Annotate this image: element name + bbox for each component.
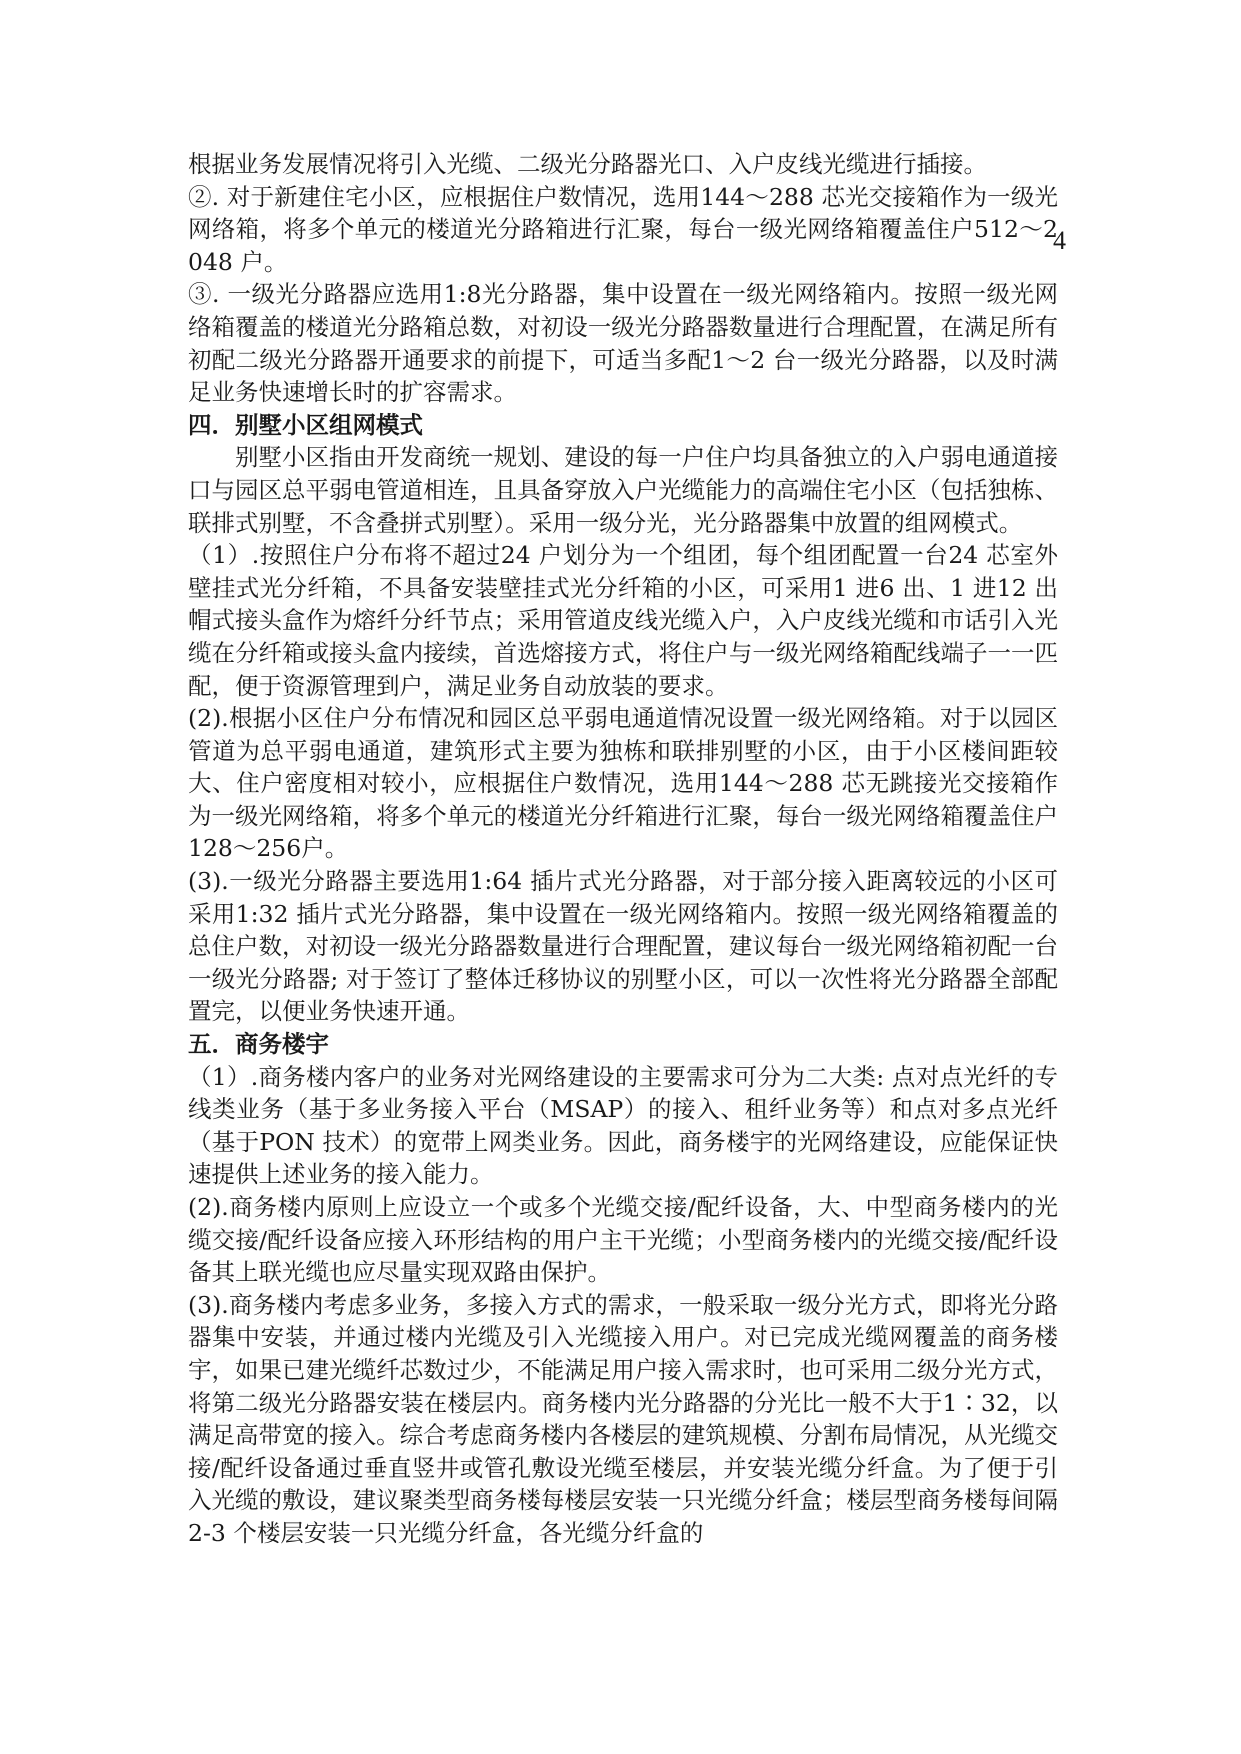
paragraph-business-3: (3).商务楼内考虑多业务，多接入方式的需求，一般采取一级分光方式，即将光分路器集中安装，并通过楼内光缆及引入光缆接入用户。对已完成光缆网覆盖的商务楼宇，如果已建光缆纤芯数过少，不能满足用户接入需求时，也可采用二级分光方式，将第二级光分路器安装在楼层内。商务楼内光分路器的分光比一般不大于1∶32，以满足高带宽的接入。综合考虑商务楼内各楼层的建筑规模、分割布局情况，从光缆交接/配纤设备通过垂直竖井或管孔敷设光缆至楼层，并安装光缆分纤盒。为了便于引入光缆的敷设，建议聚类型商务楼每楼层安装一只光缆分纤盒；楼层型商务楼每间隔2-3 个楼层安装一只光缆分纤盒，各光缆分纤盒的 [188,1290,1058,1547]
paragraph-villa-3: (3).一级光分路器主要选用1:64 插片式光分路器，对于部分接入距离较远的小区可采用1:32 插片式光分路器，集中设置在一级光网络箱内。按照一级光网络箱覆盖的总住户数，对初设一级光分路器数量进行合理配置，建议每台一级光网络箱初配一台一级光分路器; 对于签订了整体迁移协议的别墅小区，可以一次性将光分路器全部配置完，以便业务快速开通。 [188,867,1058,1026]
paragraph-item-2: ②. 对于新建住宅小区，应根据住户数情况，选用144～288 芯光交接箱作为一级光网络箱，将多个单元的楼道光分路箱进行汇聚，每台一级光网络箱覆盖住户512～2048 户。 [188,182,1058,276]
paragraph-villa-1: （1）.按照住户分布将不超过24 户划分为一个组团，每个组团配置一台24 芯室外壁挂式光分纤箱，不具备安装壁挂式光分纤箱的小区，可采用1 进6 出、1 进12 出帽式接头盒作为熔纤分纤节点；采用管道皮线光缆入户，入户皮线光缆和市话引入光缆在分纤箱或接头盒内接续，首选熔接方式，将住户与一级光网络箱配线端子一一匹配，便于资源管理到户，满足业务自动放装的要求。 [188,541,1058,700]
document-body [188,148,1058,1550]
paragraph-villa-2: (2).根据小区住户分布情况和园区总平弱电通道情况设置一级光网络箱。对于以园区管道为总平弱电通道，建筑形式主要为独栋和联排别墅的小区，由于小区楼间距较大、住户密度相对较小，应根据住户数情况，选用144～288 芯无跳接光交接箱作为一级光网络箱，将多个单元的楼道光分纤箱进行汇聚，每台一级光网络箱覆盖住户128～256户。 [188,704,1058,863]
paragraph-business-1: （1）.商务楼内客户的业务对光网络建设的主要需求可分为二大类: 点对点光纤的专线类业务（基于多业务接入平台（MSAP）的接入、租纤业务等）和点对多点光纤（基于PON 技术）的宽带上网类业务。因此，商务楼宇的光网络建设，应能保证快速提供上述业务的接入能力。 [188,1062,1058,1189]
paragraph-continuation: 根据业务发展情况将引入光缆、二级光分路器光口、入户皮线光缆进行插接。 [188,150,987,178]
section-heading-business: 五．商务楼宇 [188,1030,329,1059]
paragraph-item-3: ③. 一级光分路器应选用1:8光分路器，集中设置在一级光网络箱内。按照一级光网络箱覆盖的楼道光分路箱总数，对初设一级光分路器数量进行合理配置，在满足所有初配二级光分路器开通要求的前提下，可适当多配1～2 台一级光分路器，以及时满足业务快速增长时的扩容需求。 [188,280,1058,407]
page-number: 4 [1053,226,1066,255]
paragraph-villa-intro: 别墅小区指由开发商统一规划、建设的每一户住户均具备独立的入户弱电通道接口与园区总平弱电管道相连，且具备穿放入户光缆能力的高端住宅小区（包括独栋、联排式别墅，不含叠拼式别墅）。采用一级分光，光分路器集中放置的组网模式。 [188,443,1058,537]
paragraph-business-2: (2).商务楼内原则上应设立一个或多个光缆交接/配纤设备，大、中型商务楼内的光缆交接/配纤设备应接入环形结构的用户主干光缆；小型商务楼内的光缆交接/配纤设备其上联光缆也应尽量实现双路由保护。 [188,1193,1058,1287]
section-heading-villa: 四．别墅小区组网模式 [188,410,423,439]
